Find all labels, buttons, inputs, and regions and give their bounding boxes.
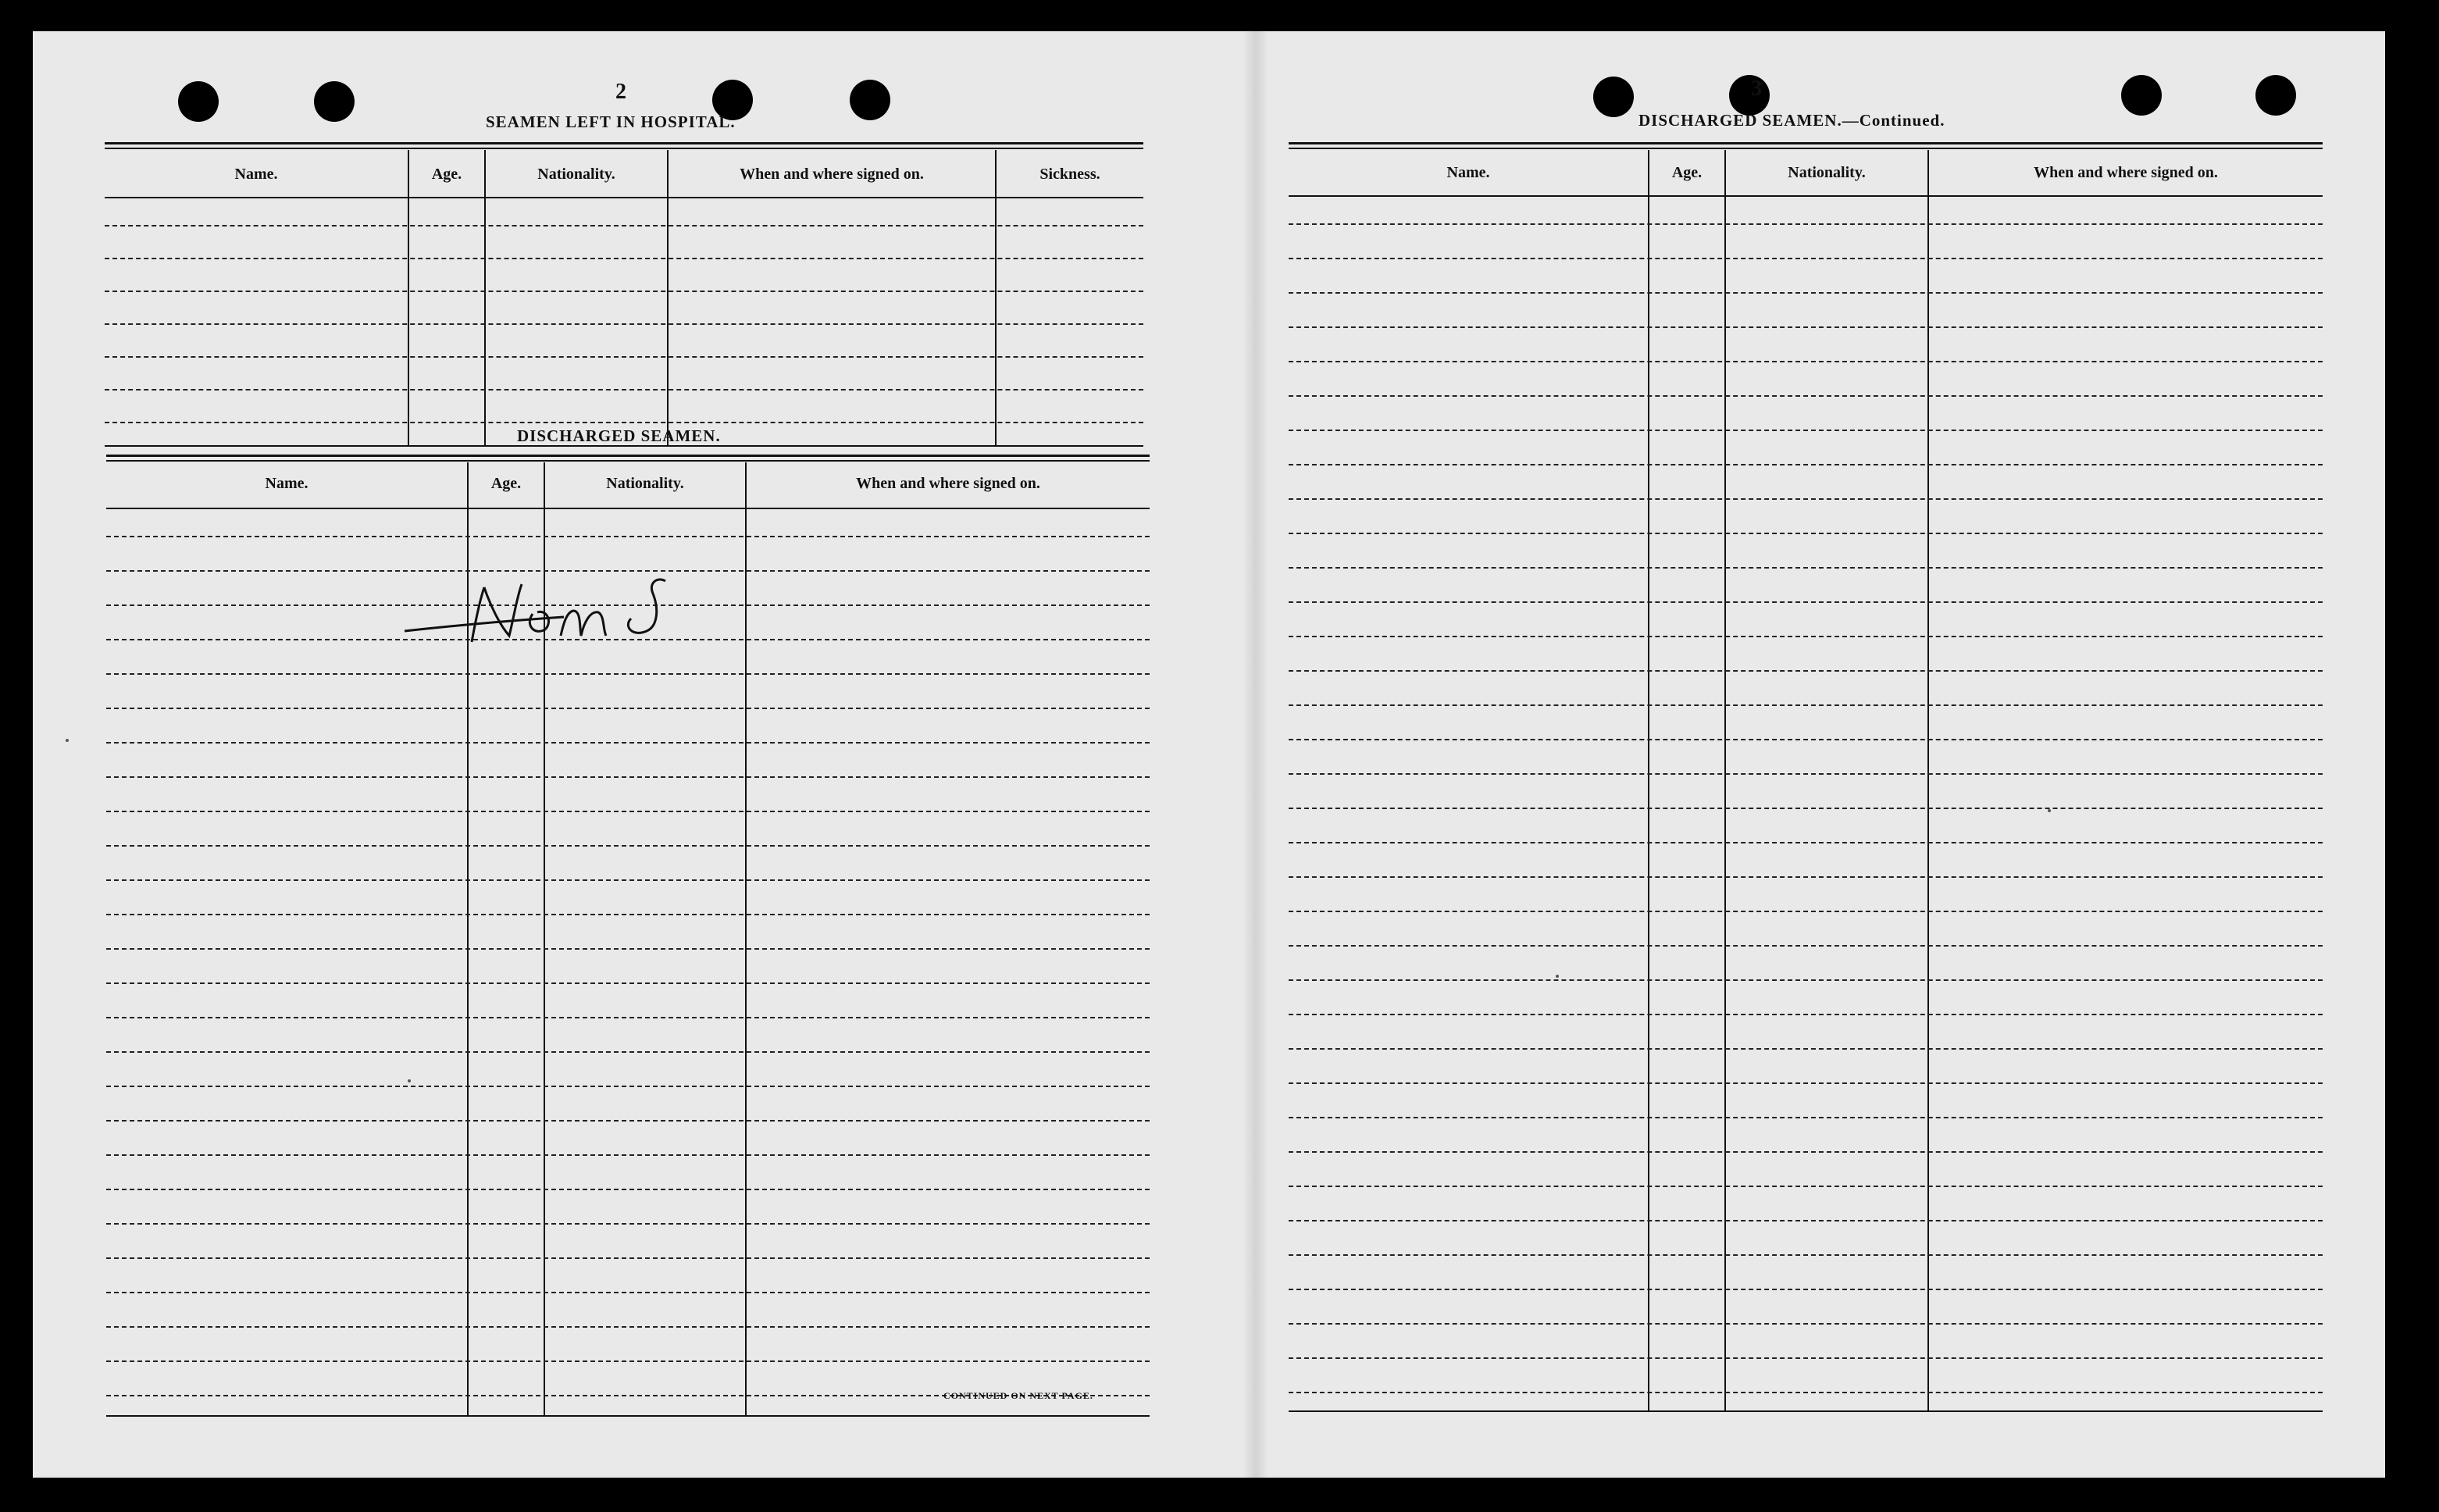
entry-line [106, 1154, 1150, 1156]
entry-line [106, 708, 1150, 709]
continued-note: CONTINUED ON NEXT PAGE. [943, 1390, 1093, 1401]
entry-line [1289, 258, 2323, 259]
col-header-name: Name. [234, 166, 278, 183]
entry-line [1289, 601, 2323, 603]
entry-line [1289, 1082, 2323, 1084]
entry-line [1289, 395, 2323, 397]
header-bottom-rule [1289, 195, 2323, 197]
page-number-left: 2 [615, 80, 626, 104]
entry-line [106, 742, 1150, 744]
col-header-sickness: Sickness. [1039, 166, 1100, 183]
discharged-continued-title: DISCHARGED SEAMEN.—Continued. [1638, 111, 1945, 130]
entry-line [1289, 567, 2323, 569]
table-bottom-rule [106, 1415, 1150, 1417]
entry-line [1289, 1220, 2323, 1221]
table-top-rule [105, 148, 1143, 149]
table-top-rule [106, 455, 1150, 457]
entry-line [1289, 464, 2323, 465]
entry-line [1289, 945, 2323, 947]
entry-line [1289, 842, 2323, 843]
col-header-age: Age. [490, 475, 522, 492]
table-top-rule [105, 142, 1143, 144]
col-header-nationality: Nationality. [1788, 164, 1866, 181]
entry-line [1289, 1048, 2323, 1050]
header-bottom-rule [106, 508, 1150, 509]
punch-hole [850, 80, 890, 120]
punch-hole [2121, 75, 2162, 116]
entry-line [106, 1292, 1150, 1293]
page-number-right: 3 [1751, 77, 1762, 101]
column-divider [408, 150, 409, 445]
entry-line [1289, 739, 2323, 740]
col-header-age: Age. [1671, 164, 1703, 181]
entry-line [106, 1017, 1150, 1018]
entry-line [1289, 361, 2323, 362]
hospital-section-title: SEAMEN LEFT IN HOSPITAL. [486, 112, 736, 131]
entry-line [1289, 533, 2323, 534]
entry-line [1289, 326, 2323, 328]
col-header-name: Name. [1446, 164, 1490, 181]
entry-line [106, 1360, 1150, 1362]
discharged-section-title: DISCHARGED SEAMEN. [517, 426, 721, 445]
entry-line [106, 1257, 1150, 1259]
entry-line [1289, 808, 2323, 809]
entry-line [106, 879, 1150, 881]
entry-line [105, 225, 1143, 226]
header-bottom-rule [105, 197, 1143, 198]
entry-line [1289, 670, 2323, 672]
hospital-table [105, 142, 1143, 453]
entry-line [106, 1326, 1150, 1328]
entry-line [1289, 704, 2323, 706]
entry-line [105, 356, 1143, 358]
entry-line [106, 1189, 1150, 1190]
entry-line [1289, 498, 2323, 500]
entry-line [106, 811, 1150, 812]
entry-line [1289, 1357, 2323, 1359]
entry-line [106, 948, 1150, 950]
entry-line [106, 982, 1150, 984]
entry-line [106, 1120, 1150, 1122]
column-divider [995, 150, 997, 445]
entry-line [105, 258, 1143, 259]
col-header-age: Age. [431, 166, 462, 183]
column-divider [667, 150, 669, 445]
document-sheet [33, 31, 2385, 1478]
entry-line [1289, 1392, 2323, 1393]
table-top-rule [106, 460, 1150, 462]
entry-line [106, 776, 1150, 778]
table-top-rule [1289, 142, 2323, 144]
entry-line [1289, 1323, 2323, 1325]
entry-line [1289, 773, 2323, 775]
punch-hole [2255, 75, 2296, 116]
entry-line [105, 323, 1143, 325]
col-header-signed-on: When and where signed on. [2034, 164, 2218, 181]
entry-line [1289, 876, 2323, 878]
col-header-nationality: Nationality. [537, 166, 615, 183]
entry-line [1289, 1151, 2323, 1153]
col-header-signed-on: When and where signed on. [740, 166, 924, 183]
entry-line [1289, 1186, 2323, 1187]
entry-line [106, 914, 1150, 915]
table-top-rule [1289, 148, 2323, 149]
entry-line [106, 1223, 1150, 1225]
entry-line [106, 536, 1150, 537]
discharged-continued-table [1289, 142, 2323, 1418]
entry-line [1289, 1254, 2323, 1256]
entry-line [1289, 1117, 2323, 1118]
entry-line [106, 1086, 1150, 1087]
entry-line [1289, 292, 2323, 294]
paper-speck [66, 739, 69, 742]
entry-line [105, 389, 1143, 390]
col-header-name: Name. [265, 475, 308, 492]
col-header-signed-on: When and where signed on. [856, 475, 1040, 492]
entry-line [1289, 911, 2323, 912]
entry-line [1289, 1014, 2323, 1015]
entry-line [106, 673, 1150, 675]
entry-line [106, 1051, 1150, 1053]
entry-line [105, 422, 1143, 423]
punch-hole [178, 81, 219, 122]
column-divider [484, 150, 486, 445]
entry-line [1289, 636, 2323, 637]
handwritten-none [400, 570, 751, 656]
col-header-nationality: Nationality. [606, 475, 684, 492]
punch-hole [314, 81, 355, 122]
entry-line [105, 291, 1143, 292]
entry-line [1289, 430, 2323, 431]
entry-line [1289, 979, 2323, 981]
punch-hole [1593, 77, 1634, 117]
table-bottom-rule [1289, 1410, 2323, 1412]
entry-line [106, 845, 1150, 847]
entry-line [1289, 1289, 2323, 1290]
entry-line [1289, 223, 2323, 225]
page-fold [1243, 31, 1268, 1478]
punch-hole [1729, 75, 1770, 116]
